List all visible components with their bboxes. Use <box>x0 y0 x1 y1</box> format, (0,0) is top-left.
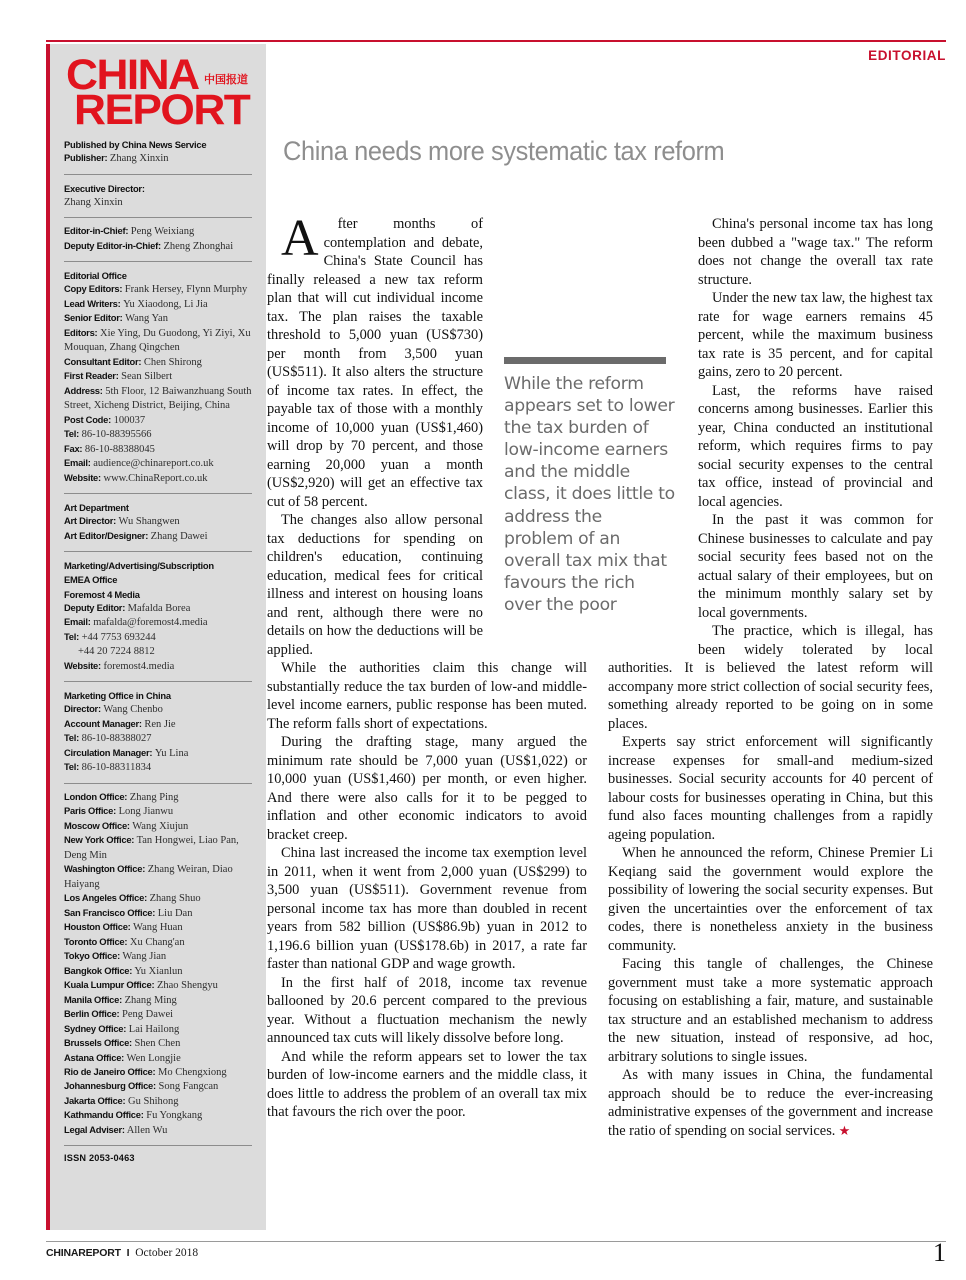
china-marketing-block <box>64 689 252 776</box>
tel-label: Tel: <box>64 428 79 440</box>
page-title: China needs more systematic tax reform <box>283 136 725 167</box>
copy-editors-label: Copy Editors: <box>64 283 123 295</box>
bureau-row <box>64 965 252 979</box>
bureau-name: Fu Yongkang <box>143 1110 203 1122</box>
executive-director-label: Executive Director: <box>64 182 145 194</box>
divider <box>64 1145 252 1146</box>
bureau-label: Kuala Lumpur Office: <box>64 979 155 991</box>
bureau-label: Bangkok Office: <box>64 964 133 976</box>
divider <box>64 217 252 218</box>
circulation-tel-value: 86-10-88311834 <box>81 762 152 774</box>
bureau-name: Zhang Ping <box>127 791 179 803</box>
art-department-block <box>64 501 252 544</box>
bureau-row <box>64 805 252 819</box>
bureau-name: Zhang Ming <box>121 994 177 1006</box>
divider <box>64 681 252 682</box>
bureau-name: Wen Longjie <box>124 1052 181 1064</box>
pull-quote-rule <box>504 357 666 364</box>
bureau-name: Song Fangcan <box>155 1081 219 1093</box>
bureau-name: Liu Dan <box>155 907 193 919</box>
bureau-label: Johannesburg Office: <box>64 1080 156 1092</box>
deputy-editor-in-chief-row <box>64 240 252 254</box>
bureau-row <box>64 1124 252 1138</box>
email-row <box>64 457 252 471</box>
publisher-label: Publisher: <box>64 152 108 164</box>
marketing-heading: Marketing/Advertising/Subscription <box>64 560 214 572</box>
footer-credit <box>46 1247 198 1259</box>
bureau-label: New York Office: <box>64 834 135 846</box>
china-director-label: Director: <box>64 703 101 715</box>
china-director-name: Wang Chenbo <box>103 704 163 716</box>
section-label: EDITORIAL <box>868 48 946 63</box>
deputy-editor-in-chief-label: Deputy Editor-in-Chief: <box>64 239 161 251</box>
deputy-editor-in-chief-name: Zheng Zhonghai <box>163 240 234 252</box>
bureau-name: Xu Chang'an <box>127 936 185 948</box>
logo-chinese-characters: 中国报道 <box>204 73 248 86</box>
bureau-row <box>64 1008 252 1022</box>
senior-editor-label: Senior Editor: <box>64 312 123 324</box>
website-label: Website: <box>64 471 101 483</box>
bureau-name: Gu Shihong <box>125 1095 179 1107</box>
bureau-label: London Office: <box>64 790 128 802</box>
editor-in-chief-name: Peng Weixiang <box>130 226 195 238</box>
article-paragraph: Facing this tangle of challenges, the Chinese government must take a more systematic approach focusing on establishing a fair, mature, and sustainable tax structure and an established mechanism to address the new situation, instead of responsive, ad hoc, arbitrary solutions to single issues. <box>608 956 933 1065</box>
emea-deputy-editor-row <box>64 602 252 616</box>
bureau-label: Los Angeles Office: <box>64 892 147 904</box>
issn-number: ISSN 2053-0463 <box>64 1153 135 1164</box>
bureau-row <box>64 863 252 892</box>
bureau-name: Yu Xianlun <box>132 965 183 977</box>
logo-line-china: CHINA <box>66 51 199 99</box>
senior-editor-name: Wang Yan <box>125 313 168 325</box>
foremost-heading: Foremost 4 Media <box>64 588 140 600</box>
bureau-label: Manila Office: <box>64 993 122 1005</box>
article-paragraph: In the past it was common for Chinese businesses to calculate and pay social security fees based not on the actual salary of their employees, but on the minimum monthly salary set by local governments. <box>698 512 933 621</box>
bureau-label: Legal Adviser: <box>64 1123 125 1135</box>
bureau-name: Zhao Shengyu <box>154 980 218 992</box>
bureau-name: Wang Huan <box>130 922 183 934</box>
first-reader-name: Sean Silbert <box>121 371 173 383</box>
article-paragraph: When he announced the reform, Chinese Premier Li Keqiang said the government would explore the possibility of lowering the social security expenses. But given the uncertainties over the enforcement of tax codes, there is nonetheless anxiety in the business community. <box>608 845 933 954</box>
footer-brand: CHINAREPORT <box>46 1247 121 1259</box>
emea-office-heading: EMEA Office <box>64 574 118 586</box>
bureau-label: Jakarta Office: <box>64 1094 126 1106</box>
bureau-label: Houston Office: <box>64 921 131 933</box>
lead-writers-label: Lead Writers: <box>64 297 121 309</box>
bureau-label: Tokyo Office: <box>64 950 120 962</box>
marketing-block <box>64 559 252 674</box>
bureau-name: Allen Wu <box>124 1124 168 1136</box>
bureau-name: Zhang Weiran, Diao Haiyang <box>64 864 233 890</box>
bureau-row <box>64 921 252 935</box>
article-column-one <box>267 210 587 1122</box>
publisher-row <box>64 152 252 166</box>
bureau-row <box>64 1037 252 1051</box>
bureau-label: Berlin Office: <box>64 1008 120 1020</box>
bureau-name: Lai Hailong <box>126 1023 180 1035</box>
art-editor-label: Art Editor/Designer: <box>64 529 149 541</box>
lead-writers-names: Yu Xiaodong, Li Jia <box>123 298 208 310</box>
emea-tel-value: +44 7753 693244 <box>81 631 156 643</box>
bureau-office-list <box>64 791 252 1139</box>
bureau-name: Mo Chengxiong <box>155 1066 227 1078</box>
first-reader-row <box>64 370 252 384</box>
website-value[interactable]: www.ChinaReport.co.uk <box>103 472 208 484</box>
consultant-editor-label: Consultant Editor: <box>64 355 142 367</box>
art-director-row <box>64 515 252 529</box>
copy-editors-row <box>64 283 252 297</box>
editorial-office-block <box>64 269 252 486</box>
post-code-row <box>64 414 252 428</box>
bureau-label: Moscow Office: <box>64 819 130 831</box>
circulation-manager-row <box>64 747 252 761</box>
emea-tel-label: Tel: <box>64 630 79 642</box>
masthead-sidebar <box>50 44 266 1230</box>
bureau-row <box>64 1023 252 1037</box>
published-by: Published by China News Service <box>64 139 207 150</box>
emea-website-row <box>64 660 252 674</box>
website-row <box>64 472 252 486</box>
consultant-editor-row <box>64 356 252 370</box>
circulation-tel-row <box>64 761 252 775</box>
bureau-row <box>64 1109 252 1123</box>
art-editor-name: Zhang Dawei <box>150 530 208 542</box>
emea-email-value[interactable]: mafalda@foremost4.media <box>93 617 208 629</box>
bureau-row <box>64 820 252 834</box>
bureau-label: Brussels Office: <box>64 1037 132 1049</box>
fax-label: Fax: <box>64 442 83 454</box>
account-manager-name: Ren Jie <box>144 718 176 730</box>
bureau-row <box>64 1052 252 1066</box>
bureau-row <box>64 994 252 1008</box>
address-value: 5th Floor, 12 Baiwanzhuang South Street, Xicheng District, Beijing, China <box>64 385 252 412</box>
address-row <box>64 385 252 414</box>
bureau-name: Shen Chen <box>131 1038 181 1050</box>
fax-row <box>64 443 252 457</box>
bureau-name: Zhang Shuo <box>146 893 201 905</box>
article-paragraph: As with many issues in China, the fundamental approach should be to reduce the ever-increasing administrative expenses of the government and increase the ratio of spending on social services. ★ <box>608 1067 933 1139</box>
article-paragraph: China's personal income tax has long been dubbed a "wage tax." The reform does not change the overall tax rate structure. <box>698 216 933 288</box>
divider <box>64 261 252 262</box>
pull-quote-text: While the reform appears set to lower the tax burden of low-income earners and the middle class, it does little to address the problem of an overall tax mix that favours the rich over the poor <box>504 374 675 615</box>
emea-website-value[interactable]: foremost4.media <box>103 660 175 672</box>
bureau-row <box>64 834 252 863</box>
bureau-label: Washington Office: <box>64 863 146 875</box>
logo-line-report: REPORT <box>74 86 250 135</box>
china-tel-row <box>64 732 252 746</box>
article-paragraph: During the drafting stage, many argued the minimum rate should be 7,000 yuan (US$1,022) or 10,000 yuan (US$1,460) per month, or even higher. And there were also calls for it to be pegged to inflation and other economic indicators to avoid bracket creep. <box>267 734 587 843</box>
art-director-name: Wu Shangwen <box>118 516 180 528</box>
top-rule <box>46 40 946 42</box>
china-marketing-heading: Marketing Office in China <box>64 690 171 702</box>
lead-writers-row <box>64 298 252 312</box>
emea-tel-row <box>64 631 252 645</box>
article-paragraph: In the first half of 2018, income tax revenue ballooned by 20.6 percent compared to the previous year. Without a fluctuation mechanism the newly announced tax cuts will likely dissolve before long. <box>267 974 587 1046</box>
emea-email-label: Email: <box>64 616 91 628</box>
bureau-row <box>64 791 252 805</box>
article-paragraph: While the authorities claim this change will substantially reduce the tax burden of low-and middle-level income earners, public response has been muted. The reform falls short of expectations. <box>267 660 587 732</box>
publisher-name: Zhang Xinxin <box>109 153 169 165</box>
bureau-row <box>64 979 252 993</box>
article-paragraph: China last increased the income tax exemption level in 2011, when it went from 2,000 yuan (US$299) to 3,500 yuan (US$511). Government revenue from personal income tax has more than doubled in recent years from 582 billion (US$86.9b) yuan in 2012 to 1,196.6 billion yuan (US$178.6b) in 2017, a rate far faster than national GDP and wage growth. <box>267 845 587 972</box>
emea-website-label: Website: <box>64 659 101 671</box>
art-department-heading: Art Department <box>64 502 129 514</box>
divider <box>64 493 252 494</box>
circulation-manager-name: Yu Lina <box>154 747 189 759</box>
account-manager-label: Account Manager: <box>64 717 142 729</box>
bureau-name: Long Jianwu <box>115 806 174 818</box>
article-paragraph: Experts say strict enforcement will significantly increase expenses for small-and medium-sized businesses. Social security accounts for 40 percent of labour costs for businesses operating in China, but this fund also faces mounting challenges from a rapidly ageing population. <box>608 734 933 843</box>
pull-quote <box>504 357 676 616</box>
divider <box>64 174 252 175</box>
emea-email-row <box>64 616 252 630</box>
article-paragraph: The practice, which is illegal, has been widely tolerated by local authorities. It is believed the latest reform will accompany more strict collection of social security fees, something already reported to be going on in some places. <box>608 623 933 732</box>
bureau-label: Rio de Janeiro Office: <box>64 1065 156 1077</box>
address-label: Address: <box>64 384 103 396</box>
bureau-row <box>64 1095 252 1109</box>
bureau-row <box>64 1066 252 1080</box>
article-paragraph: The changes also allow personal tax deductions for spending on children's education, continuing education, medical fees for critical illness and interest on housing loans and rent, although there were no details on how the deductions will be applied. <box>267 512 483 658</box>
editors-row <box>64 327 252 356</box>
editor-in-chief-row <box>64 225 252 239</box>
account-manager-row <box>64 718 252 732</box>
footer-rule <box>46 1241 946 1242</box>
post-code-label: Post Code: <box>64 413 111 425</box>
executive-director-name: Zhang Xinxin <box>64 196 123 208</box>
bureau-label: Kathmandu Office: <box>64 1109 144 1121</box>
end-of-article-star-icon: ★ <box>835 1122 851 1138</box>
circulation-tel-label: Tel: <box>64 761 79 773</box>
post-code-value: 100037 <box>113 414 146 426</box>
fax-value: 86-10-88388045 <box>84 443 155 455</box>
china-tel-value: 86-10-88388027 <box>81 733 152 745</box>
art-director-label: Art Director: <box>64 515 116 527</box>
bureau-row <box>64 1080 252 1094</box>
emea-tel-secondary: +44 20 7224 8812 <box>78 646 155 658</box>
consultant-editor-name: Chen Shirong <box>143 356 202 368</box>
page-number: 1 <box>933 1238 946 1267</box>
article-paragraph: After months of contemplation and debate, China's State Council has finally released a new tax reform plan that will cut individual income tax. The plan raises the taxable threshold to 5,000 yuan (US$730) per month from 3,500 yuan (US$511). It also alters the structure of income tax rates. In effect, the payable tax of those with a monthly income of 10,000 yuan (US$1,460) will drop by 70 percent, and those earning 20,000 yuan a month (US$2,920) will get an effective tax cut of 58 percent. <box>267 210 483 510</box>
china-tel-label: Tel: <box>64 732 79 744</box>
art-editor-row <box>64 530 252 544</box>
bureau-label: Astana Office: <box>64 1051 125 1063</box>
emea-deputy-editor-name: Mafalda Borea <box>127 602 191 614</box>
email-label: Email: <box>64 457 91 469</box>
china-director-row <box>64 703 252 717</box>
editors-label: Editors: <box>64 326 98 338</box>
bureau-label: Sydney Office: <box>64 1022 127 1034</box>
divider <box>64 551 252 552</box>
bureau-row <box>64 892 252 906</box>
bureau-name: Tan Hongwei, Liao Pan, Deng Min <box>64 835 239 861</box>
article-column-two <box>608 215 933 1140</box>
editors-names: Xie Ying, Du Guodong, Yi Ziyi, Xu Mouquan, Zhang Qingchen <box>64 327 251 354</box>
tel-row <box>64 428 252 442</box>
publisher-block <box>64 138 252 167</box>
tel-value: 86-10-88395566 <box>81 429 152 441</box>
chief-editors-block <box>64 225 252 254</box>
senior-editor-row <box>64 312 252 326</box>
emea-deputy-editor-label: Deputy Editor: <box>64 601 126 613</box>
first-reader-label: First Reader: <box>64 370 119 382</box>
article-paragraph: Last, the reforms have raised concerns among businesses. Earlier this year, China conducted an institutional reform, which requires firms to pay social security expenses to the central tax office, instead of provincial and local agencies. <box>698 382 933 510</box>
footer-separator: I <box>126 1247 130 1259</box>
bureau-label: Paris Office: <box>64 805 116 817</box>
divider <box>64 783 252 784</box>
article-paragraph: And while the reform appears set to lower the tax burden of low-income earners and the middle class, it does little to address the problem of an overall tax mix that favours the rich over the poor. <box>267 1048 587 1120</box>
article-paragraph: Under the new tax law, the highest tax rate for wage earners remains 45 percent, while the maximum business tax rate is 35 percent, and for capital gains, zero to 20 percent. <box>698 290 933 380</box>
publication-logo <box>66 51 252 135</box>
bureau-name: Wang Xiujun <box>129 820 189 832</box>
editor-in-chief-label: Editor-in-Chief: <box>64 225 129 237</box>
bureau-label: San Francisco Office: <box>64 906 156 918</box>
email-value[interactable]: audience@chinareport.co.uk <box>93 458 214 470</box>
editorial-office-heading: Editorial Office <box>64 270 127 282</box>
bureau-name: Wang Jian <box>119 951 167 963</box>
footer-issue-date: October 2018 <box>135 1247 199 1259</box>
bureau-row <box>64 907 252 921</box>
bureau-row <box>64 936 252 950</box>
copy-editors-names: Frank Hersey, Flynn Murphy <box>124 284 248 296</box>
bureau-name: Peng Dawei <box>119 1009 174 1021</box>
executive-director-block <box>64 182 252 211</box>
circulation-manager-label: Circulation Manager: <box>64 746 153 758</box>
bureau-label: Toronto Office: <box>64 935 128 947</box>
bureau-row <box>64 950 252 964</box>
